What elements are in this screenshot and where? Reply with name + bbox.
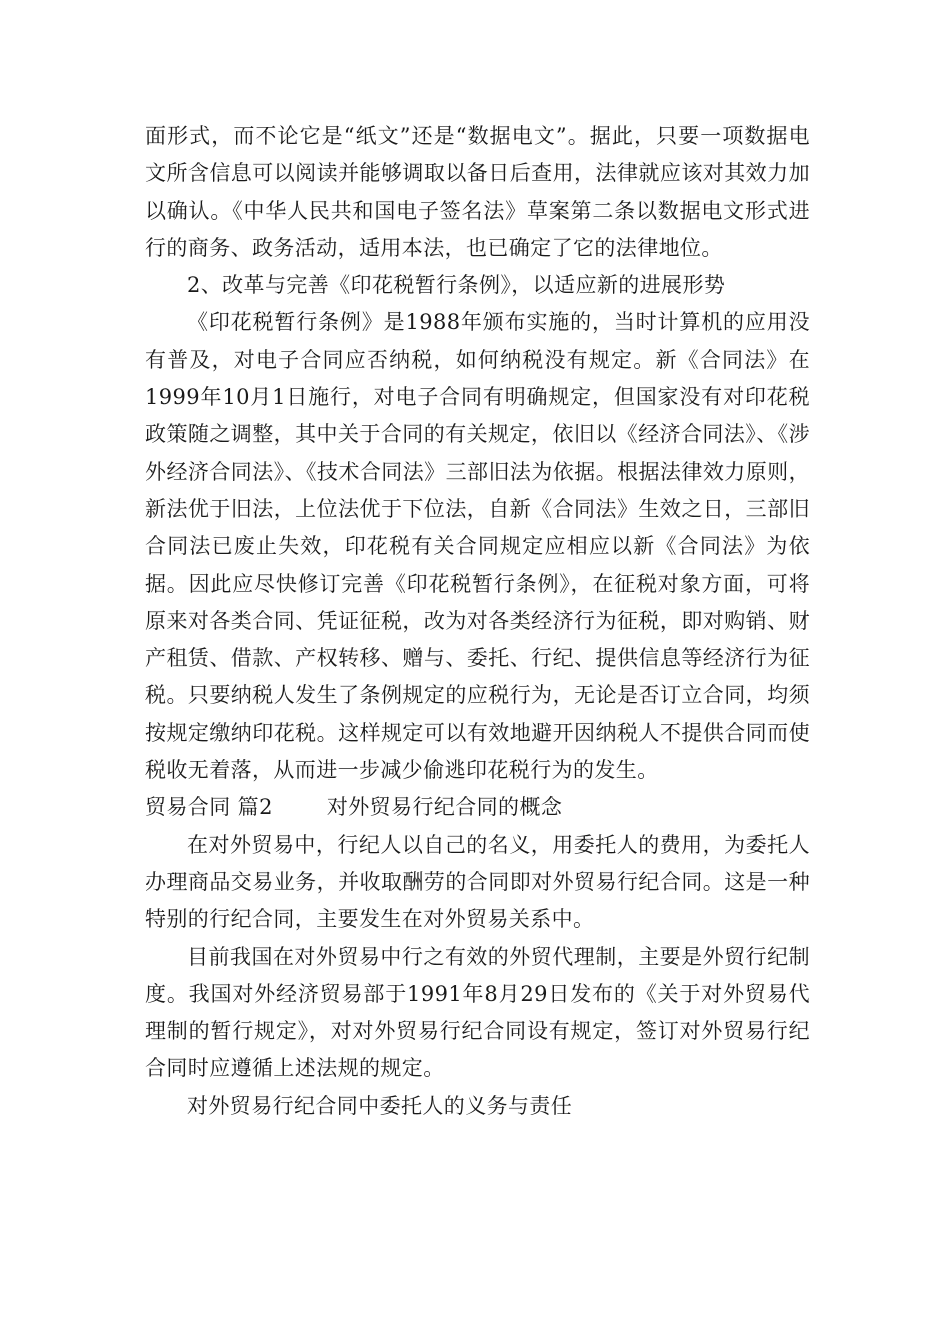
subheading-stamp-duty-reform: 2、改革与完善《印花税暂行条例》，以适应新的进展形势	[187, 273, 726, 298]
subheading-principal-obligations: 对外贸易行纪合同中委托人的义务与责任	[187, 1093, 573, 1118]
paragraph-trade-agency-system: 目前我国在对外贸易中行之有效的外贸代理制，主要是外贸行纪制度。我国对外经济贸易部于1991年8月29日发布的《关于对外贸易代理制的暂行规定》，对对外贸易行纪合同设有规定，签订对外贸易行纪合同时应遵循上述法规的规定。	[145, 944, 810, 1081]
section-heading	[145, 789, 810, 826]
section-label: 贸易合同 篇2	[145, 795, 273, 820]
paragraph-trade-brokerage-definition: 在对外贸易中，行纪人以自己的名义，用委托人的费用，为委托人办理商品交易业务，并收取酬劳的合同即对外贸易行纪合同。这是一种特别的行纪合同，主要发生在对外贸易关系中。	[145, 832, 810, 932]
document-body	[145, 118, 810, 1125]
section-title: 对外贸易行纪合同的概念	[326, 795, 563, 820]
paragraph-continuation: 面形式，而不论它是“纸文”还是“数据电文”。据此，只要一项数据电文所含信息可以阅读并能够调取以备日后查用，法律就应该对其效力加以确认。《中华人民共和国电子签名法》草案第二条以数据电文形式进行的商务、政务活动，适用本法，也已确定了它的法律地位。	[145, 124, 810, 260]
paragraph-stamp-duty: 《印花税暂行条例》是1988年颁布实施的，当时计算机的应用没有普及，对电子合同应否纳税，如何纳税没有规定。新《合同法》在1999年10月1日施行，对电子合同有明确规定，但国家没有对印花税政策随之调整，其中关于合同的有关规定，依旧以《经济合同法》、《涉外经济合同法》、《技术合同法》三部旧法为依据。根据法律效力原则，新法优于旧法，上位法优于下位法，自新《合同法》生效之日，三部旧合同法已废止失效，印花税有关合同规定应相应以新《合同法》为依据。因此应尽快修订完善《印花税暂行条例》，在征税对象方面，可将原来对各类合同、凭证征税，改为对各类经济行为征税，即对购销、财产租赁、借款、产权转移、赠与、委托、行纪、提供信息等经济行为征税。只要纳税人发生了条例规定的应税行为，无论是否订立合同，均须按规定缴纳印花税。这样规定可以有效地避开因纳税人不提供合同而使税收无着落，从而进一步减少偷逃印花税行为的发生。	[145, 310, 810, 783]
